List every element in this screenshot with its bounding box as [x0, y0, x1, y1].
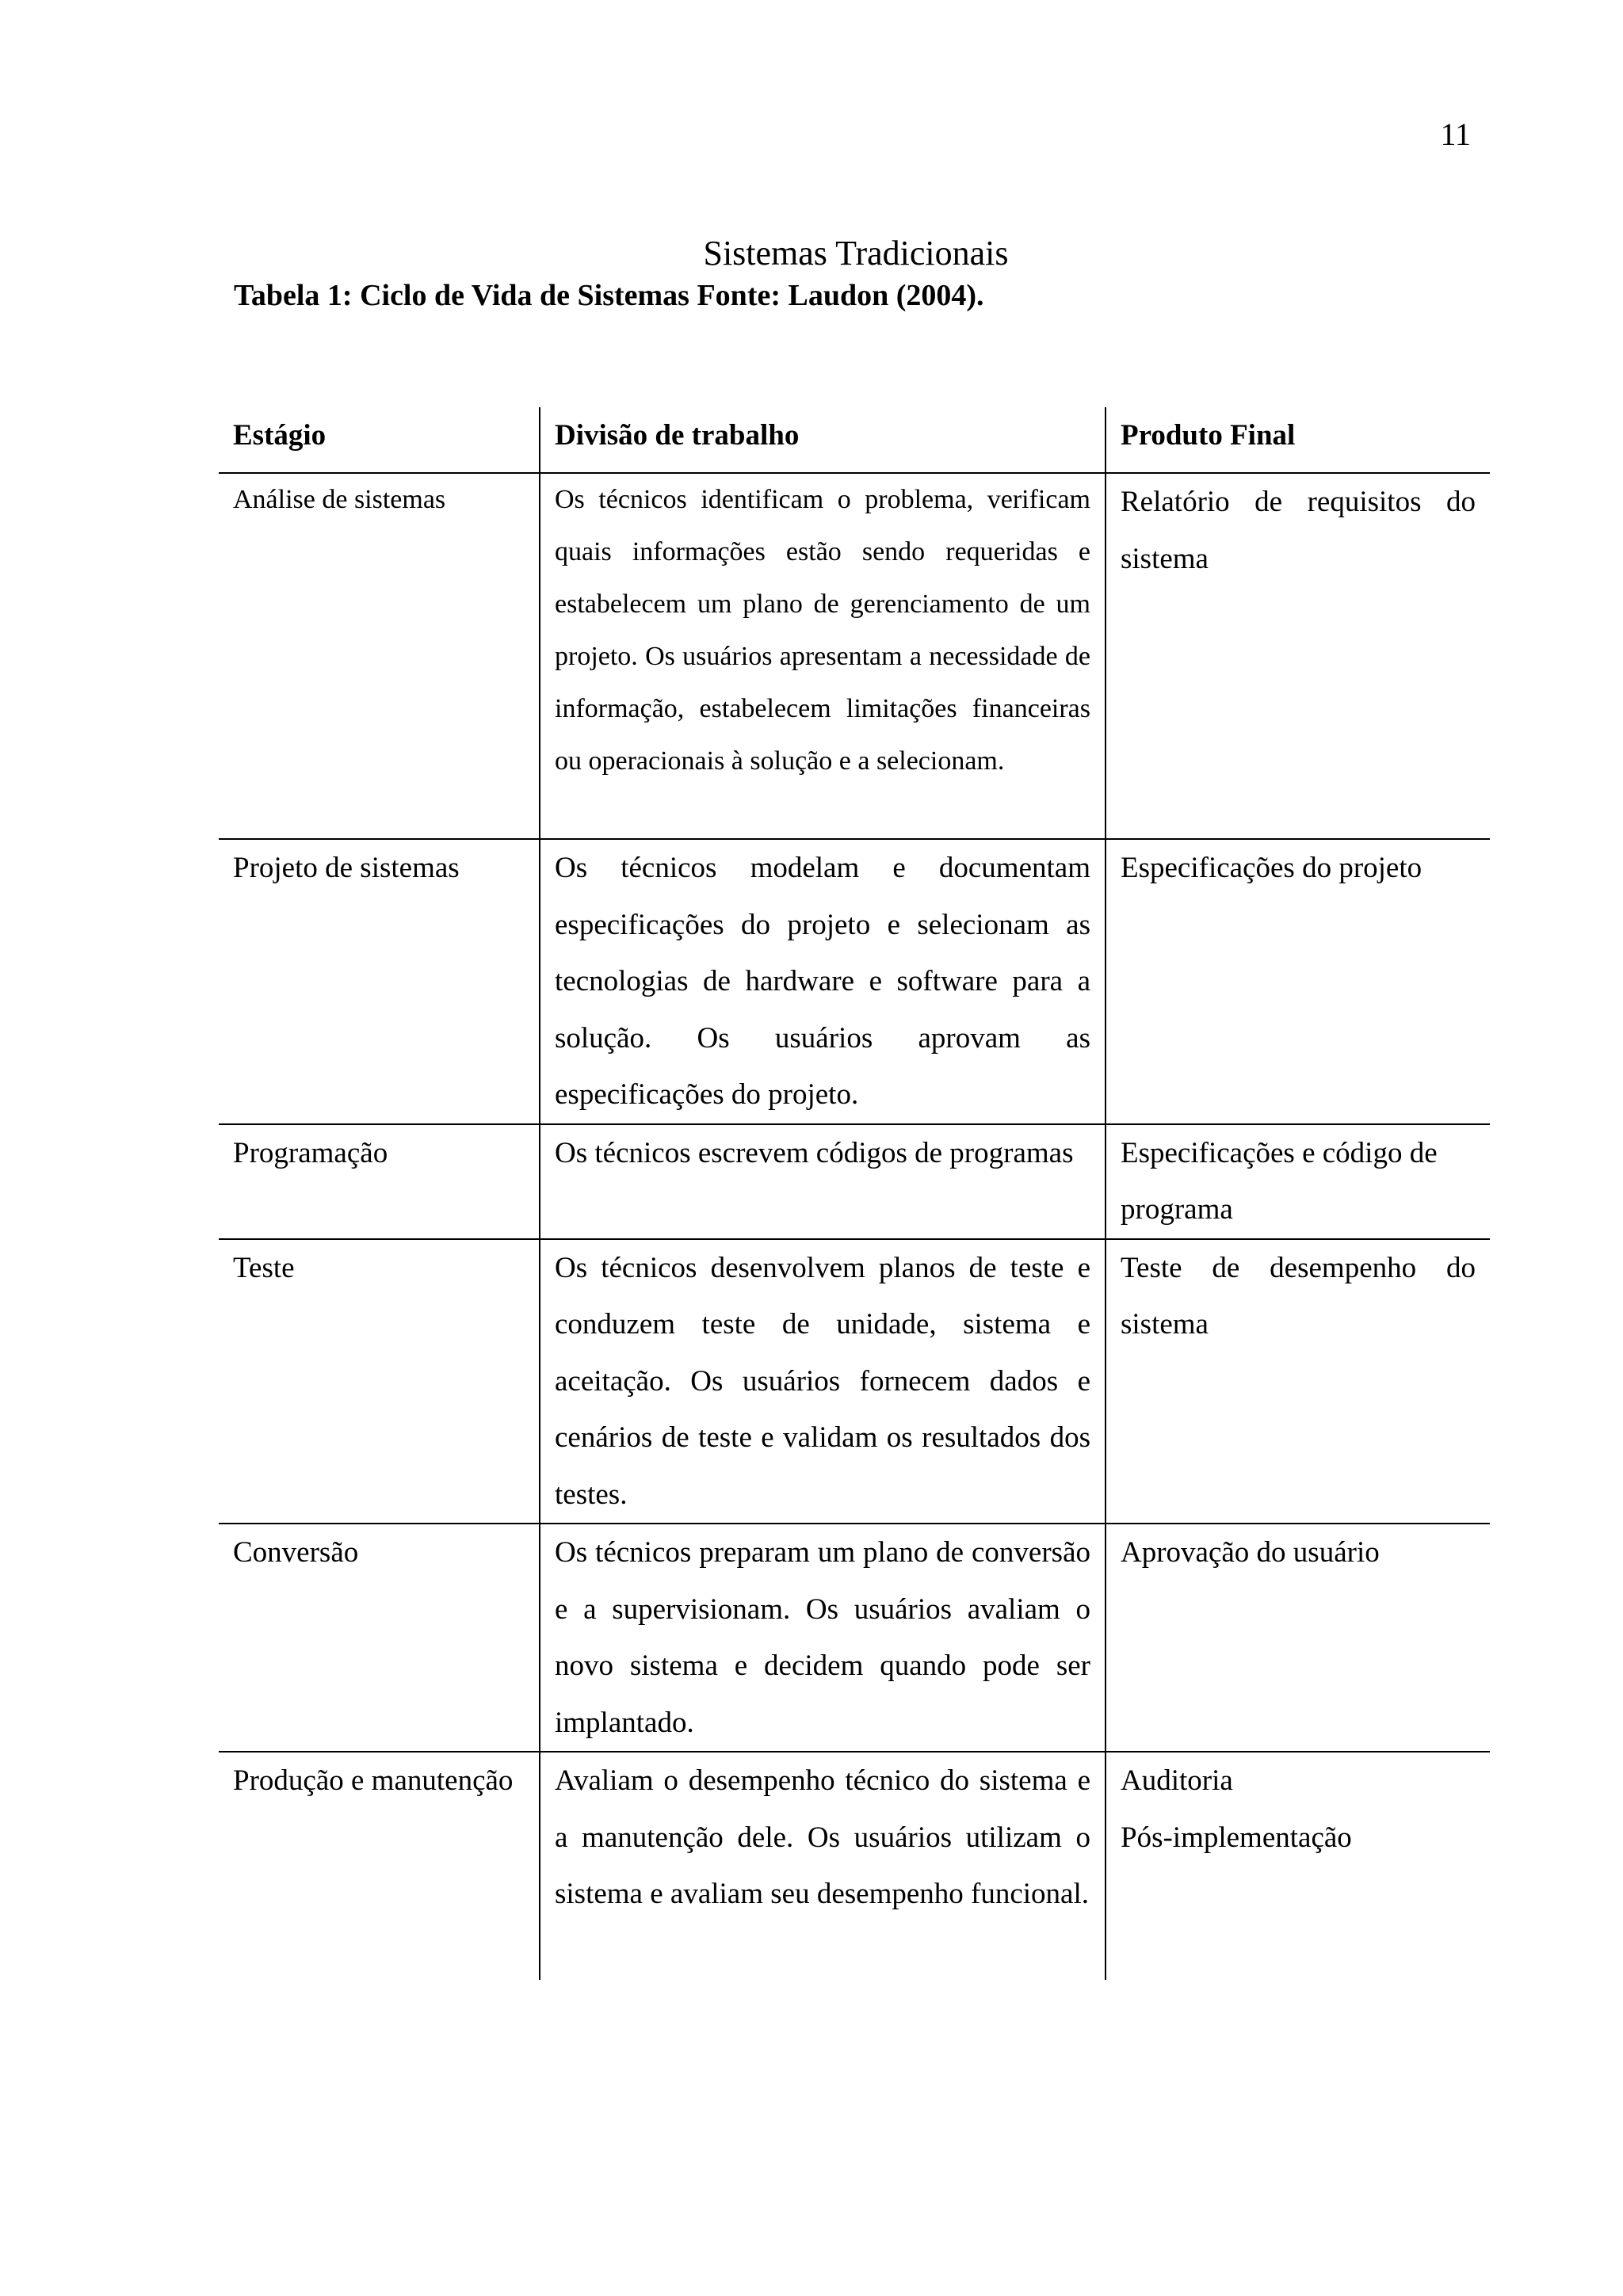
product-cell — [1106, 1752, 1490, 1980]
page-number: 11 — [1440, 116, 1471, 152]
table-row — [219, 1124, 1490, 1239]
product-cell: Aprovação do usuário — [1106, 1524, 1490, 1752]
division-cell: Os técnicos desenvolvem planos de teste e conduzem teste de unidade, sistema e aceitação. Os usuários fornecem dados e cenários de teste e validam os resultados dos testes. — [540, 1239, 1106, 1524]
stage-cell: Conversão — [219, 1524, 540, 1752]
product-cell: Especificações do projeto — [1106, 839, 1490, 1124]
table-caption: Tabela 1: Ciclo de Vida de Sistemas Fonte: Laudon (2004). — [234, 279, 984, 312]
stage-cell: Projeto de sistemas — [219, 839, 540, 1124]
product-cell: Especificações e código de programa — [1106, 1124, 1490, 1239]
division-cell: Os técnicos escrevem códigos de programas — [540, 1124, 1106, 1239]
product-cell: Teste de desempenho do sistema — [1106, 1239, 1490, 1524]
section-heading: Sistemas Tradicionais — [703, 234, 1009, 273]
division-cell: Os técnicos preparam um plano de conversão e a supervisionam. Os usuários avaliam o novo sistema e decidem quando pode ser implantado. — [540, 1524, 1106, 1752]
stage-cell: Produção e manutenção — [233, 1764, 514, 1797]
product-line: Pós-implementação — [1121, 1821, 1352, 1854]
header-stage: Estágio — [219, 407, 540, 473]
header-product: Produto Final — [1106, 407, 1490, 473]
header-division: Divisão de trabalho — [540, 407, 1106, 473]
table-row — [219, 1524, 1490, 1752]
table-header-row — [219, 407, 1490, 473]
division-cell: Os técnicos modelam e documentam especificações do projeto e selecionam as tecnologias de hardware e software para a solução. Os usuários aprovam as especificações do projeto. — [540, 839, 1106, 1124]
table-row — [219, 1752, 1490, 1980]
stage-cell: Análise de sistemas — [219, 473, 540, 839]
table-row — [219, 839, 1490, 1124]
table-row — [219, 1239, 1490, 1524]
product-line: Auditoria — [1121, 1764, 1233, 1797]
system-life-cycle-table — [219, 407, 1490, 1980]
division-cell: Avaliam o desempenho técnico do sistema e a manutenção dele. Os usuários utilizam o sistema e avaliam seu desempenho funcional. — [540, 1752, 1106, 1980]
table-row — [219, 473, 1490, 839]
stage-cell: Teste — [219, 1239, 540, 1524]
division-cell: Os técnicos identificam o problema, verificam quais informações estão sendo requeridas e estabelecem um plano de gerenciamento de um projeto. Os usuários apresentam a necessidade de informação, estabelecem limitações financeiras ou operacionais à solução e a selecionam. — [540, 473, 1106, 839]
product-cell: Relatório de requisitos do sistema — [1106, 473, 1490, 839]
stage-cell: Programação — [219, 1124, 540, 1239]
